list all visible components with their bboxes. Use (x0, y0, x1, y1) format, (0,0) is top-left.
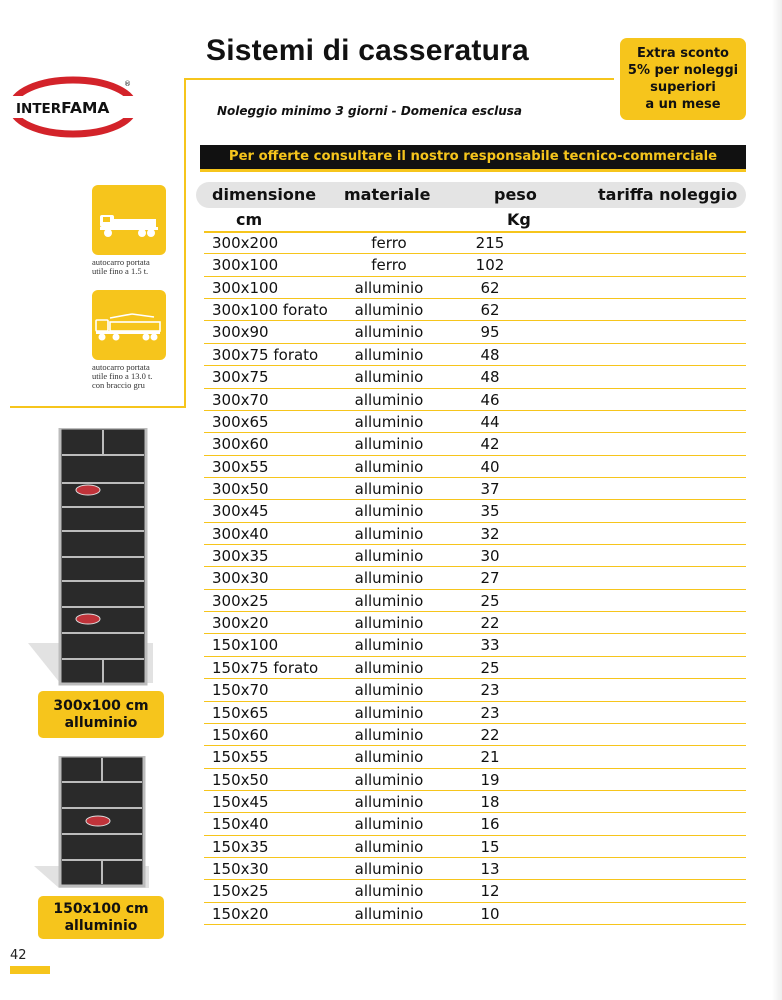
cell-dimensione: 300x100 forato (212, 301, 328, 320)
cell-dimensione: 300x55 (212, 457, 269, 476)
cell-materiale: ferro (371, 256, 407, 275)
cell-peso: 27 (480, 569, 500, 588)
cell-dimensione: 300x100 (212, 256, 279, 275)
crane-truck-icon (92, 290, 166, 360)
table-body (204, 232, 746, 925)
table-row (204, 679, 746, 701)
cell-materiale: alluminio (354, 301, 424, 320)
cell-peso: 25 (480, 591, 500, 610)
cell-dimensione: 150x45 (212, 792, 269, 811)
cell-dimensione: 300x75 forato (212, 345, 319, 364)
table-row (204, 344, 746, 366)
cell-peso: 33 (480, 636, 500, 655)
cell-peso: 21 (480, 748, 500, 767)
cell-materiale: alluminio (354, 278, 424, 297)
extra-discount-badge: Extra sconto 5% per noleggi superiori a un mese (620, 38, 746, 120)
page-title: Sistemi di casseratura (206, 34, 529, 67)
cell-materiale: alluminio (354, 681, 424, 700)
svg-text:®: ® (124, 80, 131, 88)
cell-peso: 62 (480, 301, 500, 320)
truck-caption: autocarro portata utile fino a 13.0 t. con braccio gru (92, 362, 153, 390)
table-row (204, 433, 746, 455)
cell-peso: 40 (480, 457, 500, 476)
header-materiale: materiale (344, 185, 431, 204)
header-tariffa: tariffa noleggio (598, 185, 738, 204)
cell-peso: 62 (480, 278, 500, 297)
cell-dimensione: 300x30 (212, 569, 269, 588)
cell-dimensione: 150x75 forato (212, 658, 319, 677)
page-number: 42 (10, 948, 27, 963)
table-row (204, 724, 746, 746)
cell-materiale: alluminio (354, 502, 424, 521)
cell-dimensione: 300x65 (212, 412, 269, 431)
cell-dimensione: 300x45 (212, 502, 269, 521)
cell-materiale: alluminio (354, 591, 424, 610)
cell-peso: 23 (480, 703, 500, 722)
cell-peso: 46 (480, 390, 500, 409)
cell-materiale: alluminio (354, 569, 424, 588)
cell-dimensione: 300x40 (212, 524, 269, 543)
divider-line (10, 406, 186, 408)
cell-dimensione: 300x200 (212, 234, 279, 252)
cell-peso: 48 (480, 368, 500, 387)
table-row (204, 612, 746, 634)
offer-banner: Per offerte consultare il nostro responsabile tecnico-commerciale (200, 145, 746, 172)
panel-label-300x100: 300x100 cm alluminio (38, 691, 164, 738)
cell-materiale: alluminio (354, 412, 424, 431)
cell-peso: 48 (480, 345, 500, 364)
cell-dimensione: 150x30 (212, 860, 269, 879)
cell-dimensione: 150x65 (212, 703, 269, 722)
table-row (204, 836, 746, 858)
cell-peso: 19 (480, 770, 500, 789)
cell-dimensione: 150x25 (212, 882, 269, 901)
cell-dimensione: 150x55 (212, 748, 269, 767)
cell-peso: 12 (480, 882, 500, 901)
cell-materiale: alluminio (354, 860, 424, 879)
cell-materiale: alluminio (354, 703, 424, 722)
table-row (204, 590, 746, 612)
table-row (204, 746, 746, 768)
table-row (204, 634, 746, 656)
rental-conditions: Noleggio minimo 3 giorni - Domenica esclusa (217, 104, 523, 118)
table-row (204, 567, 746, 589)
cell-materiale: alluminio (354, 770, 424, 789)
cell-materiale: alluminio (354, 524, 424, 543)
cell-dimensione: 150x100 (212, 636, 279, 655)
divider-line (184, 78, 614, 80)
table-row (204, 277, 746, 299)
interfama-logo (10, 76, 136, 138)
cell-peso: 13 (480, 860, 500, 879)
header-peso: peso (494, 185, 537, 204)
cell-peso: 42 (480, 435, 500, 454)
cell-peso: 18 (480, 792, 500, 811)
table-row (204, 254, 746, 276)
table-row (204, 299, 746, 321)
cell-peso: 16 (480, 815, 500, 834)
cell-dimensione: 300x35 (212, 547, 269, 566)
cell-peso: 15 (480, 837, 500, 856)
cell-dimensione: 300x50 (212, 479, 269, 498)
cell-peso: 44 (480, 412, 500, 431)
table-row (204, 903, 746, 925)
cell-materiale: ferro (371, 234, 407, 252)
cell-dimensione: 300x60 (212, 435, 269, 454)
cell-materiale: alluminio (354, 614, 424, 633)
unit-cm: cm (236, 210, 263, 229)
panel-300x100-image (28, 428, 153, 692)
divider-line (184, 78, 186, 408)
cell-materiale: alluminio (354, 390, 424, 409)
table-row (204, 500, 746, 522)
table-row (204, 858, 746, 880)
truck-caption: autocarro portata utile fino a 1.5 t. (92, 257, 150, 276)
table-row (204, 791, 746, 813)
cell-materiale: alluminio (354, 658, 424, 677)
unit-kg: Kg (507, 210, 531, 229)
cell-peso: 22 (480, 614, 500, 633)
cell-materiale: alluminio (354, 636, 424, 655)
cell-peso: 25 (480, 658, 500, 677)
cell-dimensione: 150x40 (212, 815, 269, 834)
table-row (204, 389, 746, 411)
panel-150x100-image (34, 756, 149, 894)
cell-peso: 95 (480, 323, 500, 342)
cell-materiale: alluminio (354, 904, 424, 923)
svg-text:INTERFAMA: INTERFAMA (16, 99, 110, 117)
table-header (196, 182, 746, 208)
table-row (204, 813, 746, 835)
cell-materiale: alluminio (354, 547, 424, 566)
cell-materiale: alluminio (354, 368, 424, 387)
cell-materiale: alluminio (354, 748, 424, 767)
cell-peso: 22 (480, 725, 500, 744)
table-row (204, 232, 746, 254)
table-row (204, 523, 746, 545)
cell-dimensione: 300x70 (212, 390, 269, 409)
cell-peso: 215 (475, 234, 505, 252)
cell-peso: 30 (480, 547, 500, 566)
cell-peso: 102 (475, 256, 505, 275)
cell-materiale: alluminio (354, 457, 424, 476)
page-edge (772, 0, 782, 1000)
cell-materiale: alluminio (354, 792, 424, 811)
cell-materiale: alluminio (354, 323, 424, 342)
cell-dimensione: 300x75 (212, 368, 269, 387)
cell-peso: 32 (480, 524, 500, 543)
table-row (204, 321, 746, 343)
cell-dimensione: 300x20 (212, 614, 269, 633)
cell-dimensione: 150x70 (212, 681, 269, 700)
page-marker (10, 966, 50, 974)
cell-materiale: alluminio (354, 435, 424, 454)
cell-materiale: alluminio (354, 479, 424, 498)
table-row (204, 456, 746, 478)
cell-materiale: alluminio (354, 837, 424, 856)
cell-dimensione: 150x60 (212, 725, 269, 744)
cell-dimensione: 150x50 (212, 770, 269, 789)
table-row (204, 702, 746, 724)
table-row (204, 366, 746, 388)
cell-materiale: alluminio (354, 882, 424, 901)
cell-materiale: alluminio (354, 815, 424, 834)
table-row (204, 657, 746, 679)
cell-dimensione: 300x90 (212, 323, 269, 342)
cell-peso: 35 (480, 502, 500, 521)
cell-peso: 23 (480, 681, 500, 700)
panel-label-150x100: 150x100 cm alluminio (38, 896, 164, 939)
cell-peso: 10 (480, 904, 500, 923)
cell-materiale: alluminio (354, 725, 424, 744)
cell-dimensione: 300x25 (212, 591, 269, 610)
header-dimensione: dimensione (212, 185, 317, 204)
cell-dimensione: 300x100 (212, 278, 279, 297)
table-row (204, 545, 746, 567)
table-row (204, 880, 746, 902)
cell-dimensione: 150x20 (212, 904, 269, 923)
cell-materiale: alluminio (354, 345, 424, 364)
small-truck-icon (92, 185, 166, 255)
table-row (204, 411, 746, 433)
table-row (204, 769, 746, 791)
table-row (204, 478, 746, 500)
cell-peso: 37 (480, 479, 500, 498)
cell-dimensione: 150x35 (212, 837, 269, 856)
